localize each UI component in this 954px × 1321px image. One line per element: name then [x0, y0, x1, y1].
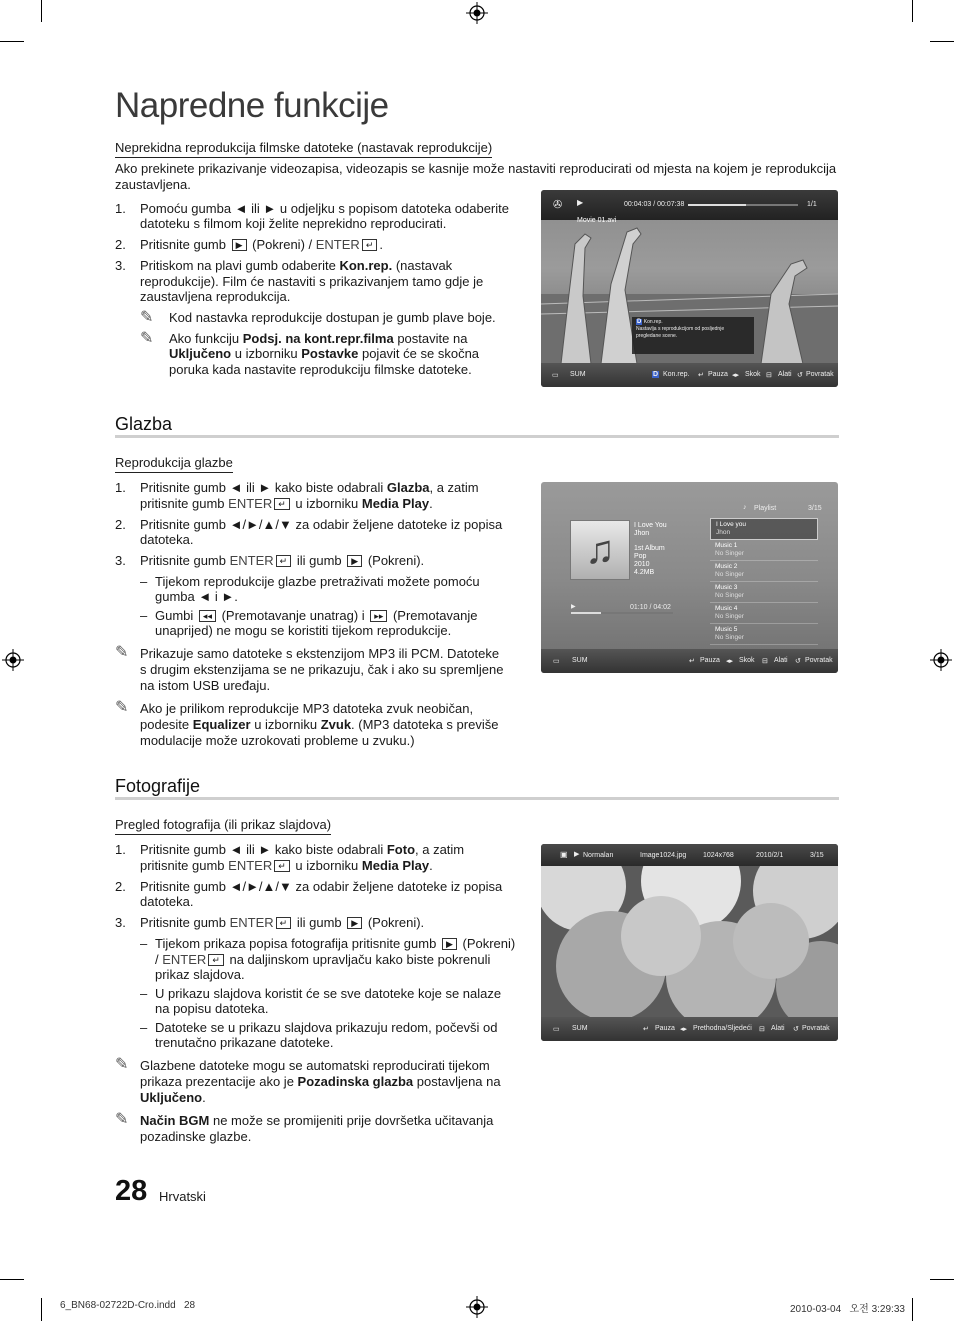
playlist-item-singer: No Singer — [715, 571, 744, 578]
movie-filename: Movie 01.avi — [577, 217, 617, 224]
photo-icon: ▣ — [560, 850, 568, 859]
song-album: 1st Album — [634, 545, 665, 552]
step-number: 3. — [115, 258, 126, 273]
playlist-item-singer: No Singer — [715, 613, 744, 620]
note-text: na istom USB uređaju. — [140, 678, 271, 693]
intro-paragraph: Ako prekinete prikazivanje videozapisa, videozapis se kasnije može nastaviti reproducirati od mjesta na kojem je reprodukcija zaustavljena. — [115, 161, 837, 192]
playlist-item[interactable] — [710, 540, 818, 561]
note-pencil-icon: ✎ — [140, 330, 154, 347]
step-text: Pritisnite gumb ▶ (Pokreni) / ENTER ↵ . — [140, 237, 383, 252]
dash-bullet: – — [140, 1020, 148, 1035]
dash-bullet: – — [140, 986, 148, 1001]
subheading-photos: Pregled fotografija (ili prikaz slajdova) — [115, 817, 331, 835]
return-icon: ↺ — [795, 658, 801, 665]
return-icon: ↺ — [793, 1026, 799, 1033]
popup-line: Nastavlja s reprodukcijom od posljednje — [636, 326, 725, 332]
blue-key-icon: D — [653, 371, 659, 378]
playlist-item-singer: No Singer — [715, 550, 744, 557]
step-text: Pritisnite gumb ◄ ili ► kako biste odabrali Foto, a zatim — [140, 842, 465, 857]
crop-mark — [930, 41, 954, 42]
dash-bullet: – — [140, 608, 148, 623]
note-pencil-icon: ✎ — [115, 699, 129, 716]
device-name: SUM — [570, 371, 586, 378]
play-state-icon: ▶ — [577, 198, 584, 207]
tools-icon: ⊟ — [766, 372, 772, 379]
bar-label-tools[interactable]: Alati — [771, 1025, 785, 1032]
bar-label-return[interactable]: Povratak — [805, 657, 833, 664]
footer-file: 6_BN68-02722D-Cro.indd 28 — [60, 1300, 196, 1311]
popup-line: pregledane scene. — [636, 333, 678, 339]
play-key-icon: ▶ — [442, 938, 457, 950]
playlist-count: 3/15 — [808, 505, 822, 512]
footer-date: 2010-03-04 오전 3:29:33 — [790, 1304, 905, 1315]
music-note-icon: ♫ — [570, 520, 630, 580]
page-title: Napredne funkcije — [115, 86, 389, 125]
photo-screenshot — [541, 844, 838, 1041]
tools-icon: ⊟ — [759, 1026, 765, 1033]
heading-glazba: Glazba — [115, 414, 173, 434]
playlist-item-title: Music 5 — [715, 626, 738, 633]
step-text: datoteka. — [140, 894, 194, 909]
photo-count: 3/15 — [810, 852, 824, 859]
music-progress — [571, 612, 673, 614]
registration-mark-icon — [2, 649, 24, 671]
bar-label-resume[interactable]: Kon.rep. — [663, 371, 690, 378]
note-text: Način BGM ne može se promijeniti prije dovršetka učitavanja — [140, 1113, 494, 1128]
arrows-icon: ◂▸ — [732, 372, 740, 379]
bullet-text: trenutačno prikazane datoteke. — [155, 1035, 334, 1050]
play-key-icon: ▶ — [347, 917, 362, 929]
dash-bullet: – — [140, 574, 148, 589]
registration-mark-icon — [466, 2, 488, 24]
note-text: Kod nastavka reprodukcije dostupan je gumb plave boje. — [169, 310, 496, 325]
playlist-item-title: Music 2 — [715, 563, 738, 570]
step-text: pritisnite gumb ENTER ↵ u izborniku Media Play. — [140, 858, 433, 873]
step-number: 1. — [115, 842, 126, 857]
song-artist: Jhon — [634, 530, 650, 537]
song-title: I Love You — [634, 522, 667, 529]
rewind-key-icon: ◂◂ — [199, 610, 216, 622]
step-text: reprodukcije). Film će nastaviti s prikazivanjem tamo gdje je — [140, 274, 484, 289]
step-number: 3. — [115, 915, 126, 930]
photo-resolution: 1024x768 — [703, 852, 734, 859]
crop-mark — [912, 0, 913, 22]
step-number: 2. — [115, 879, 126, 894]
dash-bullet: – — [140, 936, 148, 951]
tools-icon: ⊟ — [762, 658, 768, 665]
movie-count: 1/1 — [807, 201, 817, 208]
step-text: zaustavljena reprodukcija. — [140, 289, 291, 304]
playlist-item-singer: No Singer — [715, 634, 744, 641]
enter-key-icon: ↵ — [274, 498, 290, 510]
note-text: Ako funkciju Podsj. na kont.repr.filma postavite na — [169, 331, 468, 346]
arrows-icon: ◂▸ — [726, 658, 734, 665]
subheading-resume: Neprekidna reprodukcija filmske datoteke (nastavak reprodukcije) — [115, 140, 492, 158]
subheading-music: Reprodukcija glazbe — [115, 455, 233, 473]
playlist-item-singer: No Singer — [715, 592, 744, 599]
enter-icon: ↵ — [698, 372, 704, 379]
note-pencil-icon: ✎ — [115, 1111, 129, 1128]
crop-mark — [41, 1298, 42, 1321]
step-text: datoteku s filmom koji želite neprekidno reproducirati. — [140, 216, 447, 231]
step-number: 1. — [115, 480, 126, 495]
usb-icon: ▭ — [552, 372, 559, 379]
bullet-text: prikaz slajdova. — [155, 967, 245, 982]
bullet-text: unaprijed) ne mogu se koristiti tijekom reprodukcije. — [155, 623, 452, 638]
step-number: 1. — [115, 201, 126, 216]
movie-progress — [688, 204, 798, 206]
usb-icon: ▭ — [553, 658, 560, 665]
device-name: SUM — [572, 657, 588, 664]
section-rule — [115, 797, 839, 800]
slideshow-mode: Normalan — [583, 852, 614, 859]
crop-mark — [930, 1279, 954, 1280]
step-text: datoteka. — [140, 532, 194, 547]
note-text: poruka kada nastavite reprodukciju filmske datoteke. — [169, 362, 472, 377]
bar-label-pause[interactable]: Pauza — [655, 1025, 675, 1032]
registration-mark-icon — [930, 649, 952, 671]
song-genre: Pop — [634, 553, 647, 560]
note-text: Glazbene datoteke mogu se automatski reproducirati tijekom — [140, 1058, 490, 1073]
play-key-icon: ▶ — [347, 555, 362, 567]
movie-time: 00:04:03 / 00:07:38 — [624, 201, 685, 208]
play-key-icon: ▶ — [232, 239, 247, 251]
bullet-text: / ENTER ↵ na daljinskom upravljaču kako biste pokrenuli — [155, 952, 491, 967]
note-pencil-icon: ✎ — [115, 644, 129, 661]
heading-fotografije: Fotografije — [115, 776, 201, 796]
step-text: Pritisnite gumb ◄/►/▲/▼ za odabir željene datoteke iz popisa — [140, 879, 503, 894]
playlist-icon: ♪ — [743, 504, 747, 511]
crop-mark — [0, 1279, 24, 1280]
music-screenshot — [541, 482, 838, 673]
playlist-item-title: Music 1 — [715, 542, 738, 549]
playlist-item-title: Music 4 — [715, 605, 738, 612]
music-time: 01:10 / 04:02 — [630, 604, 671, 611]
bar-label-tools[interactable]: Alati — [774, 657, 788, 664]
note-text: Uključeno u izborniku Postavke pojavit će se skočna — [169, 346, 480, 361]
bar-label-prev-next[interactable]: Prethodna/Sljedeći — [693, 1025, 752, 1032]
song-size: 4.2MB — [634, 569, 655, 576]
step-number: 3. — [115, 553, 126, 568]
bullet-text: Datoteke se u prikazu slajdova prikazuju redom, počevši od — [155, 1020, 498, 1035]
enter-icon: ↵ — [689, 658, 695, 665]
enter-key-icon: ↵ — [276, 555, 292, 567]
bar-label-pause[interactable]: Pauza — [708, 371, 728, 378]
song-info — [634, 522, 667, 577]
note-text: modulacije može uzrokovati probleme u zvuku.) — [140, 733, 415, 748]
playlist-item[interactable] — [710, 603, 818, 624]
bar-label-pause[interactable]: Pauza — [700, 657, 720, 664]
step-text: Pritisnite gumb ENTER ↵ ili gumb ▶ (Pokreni). — [140, 553, 425, 568]
bullet-text: gumba ◄ i ►. — [155, 589, 238, 604]
step-text: Pritisnite gumb ◄/►/▲/▼ za odabir željene datoteke iz popisa — [140, 517, 503, 532]
bullet-text: na popisu datoteka. — [155, 1001, 269, 1016]
page-number: 28 — [115, 1175, 148, 1207]
note-text: s drugim ekstenzijama se ne prikazuju, čak i ako su spremljene — [140, 662, 504, 677]
photo-date: 2010/2/1 — [756, 852, 784, 859]
note-text: Ako je prilikom reprodukcije MP3 datoteka zvuk neobičan, — [140, 701, 474, 716]
crop-mark — [0, 41, 24, 42]
movie-screenshot — [541, 190, 838, 387]
note-text: Uključeno. — [140, 1090, 206, 1105]
playlist-item-title: Music 3 — [715, 584, 738, 591]
film-icon: ✇ — [553, 199, 563, 211]
note-pencil-icon: ✎ — [115, 1056, 129, 1073]
step-number: 2. — [115, 517, 126, 532]
bar-label-jump[interactable]: Skok — [739, 657, 755, 664]
playlist-item-title: I Love you — [716, 521, 746, 528]
song-year: 2010 — [634, 561, 650, 568]
step-number: 2. — [115, 237, 126, 252]
step-text: Pomoću gumba ◄ ili ► u odjeljku s popisom datoteka odaberite — [140, 201, 509, 216]
note-text: prikaza prezentacije ako je Pozadinska glazba postavljena na — [140, 1074, 501, 1089]
enter-key-icon: ↵ — [362, 239, 378, 251]
usb-icon: ▭ — [553, 1026, 560, 1033]
crop-mark — [41, 0, 42, 22]
playlist-item[interactable] — [710, 518, 818, 540]
return-icon: ↺ — [797, 372, 803, 379]
note-text: Prikazuje samo datoteke s ekstenzijom MP3 ili PCM. Datoteke — [140, 646, 500, 661]
bar-label-tools[interactable]: Alati — [778, 371, 792, 378]
playlist-list — [710, 518, 818, 645]
bar-label-return[interactable]: Povratak — [802, 1025, 830, 1032]
photo-top-bar — [541, 844, 838, 866]
photo-bottom-bar — [541, 1017, 838, 1041]
resume-popup — [632, 317, 754, 354]
apples-image — [541, 866, 838, 1019]
note-text: podesite Equalizer u izborniku Zvuk. (MP3 datoteka s previše — [140, 717, 499, 732]
bar-label-jump[interactable]: Skok — [745, 371, 761, 378]
blue-key-icon: D — [637, 319, 642, 325]
playlist-item[interactable] — [710, 624, 818, 645]
note-pencil-icon: ✎ — [140, 309, 154, 326]
bullet-text: U prikazu slajdova koristit će se sve datoteke koje se nalaze — [155, 986, 502, 1001]
language-label: Hrvatski — [159, 1189, 206, 1204]
step-text: Pritisnite gumb ENTER ↵ ili gumb ▶ (Pokreni). — [140, 915, 425, 930]
step-text: Pritiskom na plavi gumb odaberite Kon.rep. (nastavak — [140, 258, 453, 273]
note-text: pozadinske glazbe. — [140, 1129, 252, 1144]
device-name: SUM — [572, 1025, 588, 1032]
play-state-icon: ▶ — [571, 604, 576, 610]
enter-key-icon: ↵ — [274, 860, 290, 872]
photo-filename: Image1024.jpg — [640, 852, 687, 859]
enter-icon: ↵ — [643, 1026, 649, 1033]
bullet-text: Gumbi ◂◂ (Premotavanje unatrag) i ▸▸ (Premotavanje — [155, 608, 478, 623]
popup-title: Kon.rep. — [643, 319, 663, 325]
enter-key-icon: ↵ — [276, 917, 292, 929]
play-state-icon: ▶ — [574, 851, 580, 858]
music-bottom-bar — [541, 649, 838, 673]
registration-mark-icon — [466, 1296, 488, 1318]
bullet-text: Tijekom reprodukcije glazbe pretraživati možete pomoću — [155, 574, 480, 589]
playlist-item-singer: Jhon — [716, 529, 731, 536]
arrows-icon: ◂▸ — [680, 1026, 688, 1033]
section-rule — [115, 435, 839, 438]
fastforward-key-icon: ▸▸ — [370, 610, 387, 622]
crop-mark — [912, 1298, 913, 1321]
movie-top-bar — [541, 190, 838, 220]
step-text: Pritisnite gumb ◄ ili ► kako biste odabrali Glazba, a zatim — [140, 480, 479, 495]
bullet-text: Tijekom prikaza popisa fotografija pritisnite gumb ▶ (Pokreni) — [155, 936, 516, 951]
playlist-item[interactable] — [710, 582, 818, 603]
playlist-item[interactable] — [710, 561, 818, 582]
enter-key-icon: ↵ — [208, 954, 224, 966]
step-text: pritisnite gumb ENTER ↵ u izborniku Media Play. — [140, 496, 433, 511]
bar-label-return[interactable]: Povratak — [806, 371, 834, 378]
playlist-label: Playlist — [754, 505, 777, 512]
movie-bottom-bar — [541, 363, 838, 387]
